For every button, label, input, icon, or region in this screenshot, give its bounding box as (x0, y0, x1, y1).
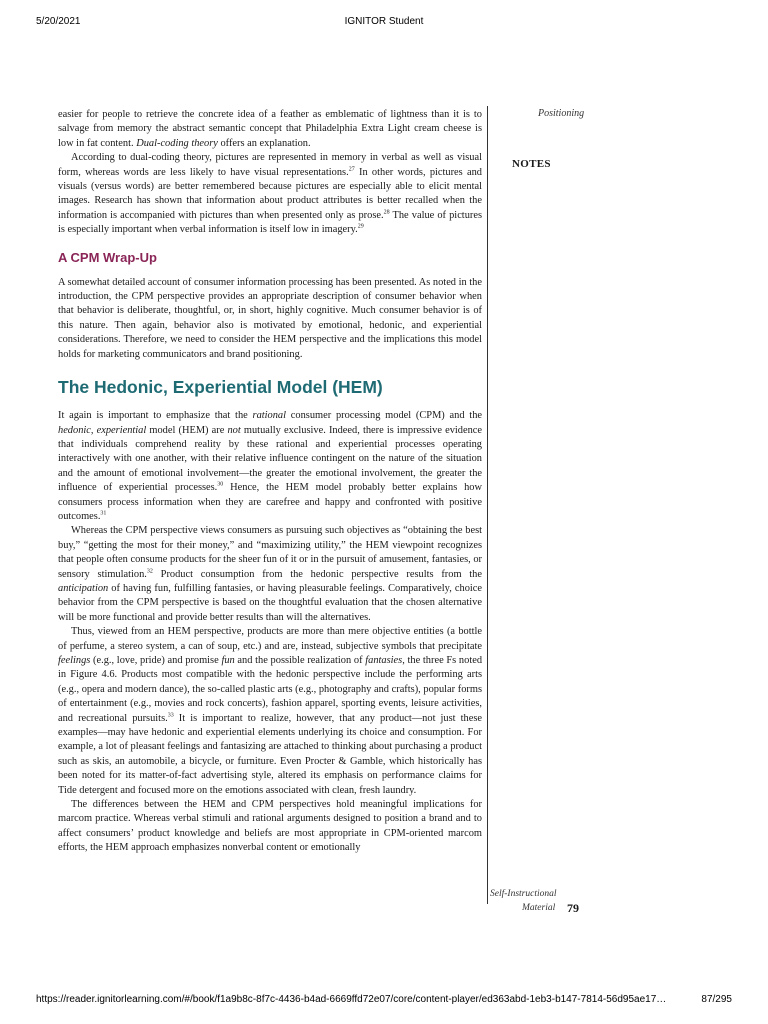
footnote-ref: 29 (357, 223, 364, 230)
term-dual-coding: Dual-coding theory (136, 137, 218, 149)
heading-cpm-wrap-up: A CPM Wrap-Up (58, 249, 157, 265)
paragraph-differences: The differences between the HEM and CPM perspectives hold meaningful implications for marcom practice. Whereas verbal stimuli and rational arguments designed to position a brand and to affect consumers’ product knowledge and beliefs are most appropriate in CPM-oriented marcom efforts, the HEM approach emphasizes nonverbal content or emotionally (58, 799, 482, 854)
print-title: IGNITOR Student (344, 16, 424, 27)
paragraph-feather: easier for people to retrieve the concrete idea of a feather as emblematic of lightness than it is to salvage from memory the abstract semantic concept that Philadelphia Extra Light cream cheese is low in fat content. Dual-coding theory offers an explanation. (58, 109, 482, 149)
footer-line-1: Self-Instructional (490, 889, 557, 899)
margin-divider (487, 106, 488, 904)
footnote-ref: 27 (348, 166, 355, 173)
footnote-ref: 30 (217, 481, 224, 488)
paragraph-dual-coding: According to dual-coding theory, pictures are represented in memory in verbal as well as visual form, whereas words are less likely to have visual representations.$^{27}$ In other words, pictures and visuals (versus words) are better remembered because pictures are especially able to elicit mental images. Research has shown that information about product attributes is better recalled when the information is accompanied with pictures than when presented only as prose.$^{28}$ The value of pictures is especially important when verbal information is itself low in imagery.$^{29}$ (58, 152, 483, 236)
footnote-ref: 28 (383, 209, 390, 216)
page-body (58, 108, 482, 856)
page-number: 79 (567, 901, 579, 915)
footnote-ref: 31 (100, 510, 107, 517)
paragraph-three-fs: Thus, viewed from an HEM perspective, products are more than mere objective entities (a bottle of perfume, a stereo system, a can of soup, etc.) and are, instead, subjective symbols that precipitate feelings (e.g., love, pride) and promise fun and the possible realization of fantasies, the three Fs noted in Figure 4.6. Products most compatible with the hedonic perspective include the performing arts (e.g., opera and modern dance), the so-called plastic arts (e.g., photography and crafts), popular forms of entertainment (e.g., movies and rock concerts), fashion apparel, sporting events, leisure activities, and recreational pursuits.$^{33}$ It is important to realize, however, that any product—not just these examples—may have hedonic and experiential elements underlying its choice and consumption. For example, a lot of pleasant feelings and fantasizing are attached to thinking about purchasing a product such as skis, an automobile, a bicycle, or furniture. Even Procter & Gamble, which historically has been noted for its matter-of-fact advertising style, altered its emphasis on performance claims for Tide detergent and focused more on the emotions associated with clean, fresh laundry. (58, 626, 483, 796)
paragraph-cpm-wrap-up: A somewhat detailed account of consumer information processing has been presented. As noted in the introduction, the CPM perspective provides an appropriate description of consumer behavior when that behavior is deliberate, thoughtful, or, in short, highly cognitive. Much consumer behavior is of this nature. Then again, behavior also is motivated by emotional, hedonic, and experiential considerations. Therefore, we need to consider the HEM perspective and the implications this model holds for marketing communicators and brand positioning. (58, 276, 482, 360)
running-head: Positioning (538, 108, 585, 119)
print-url: https://reader.ignitorlearning.com/#/book/f1a9b8c-8f7c-4436-b4ad-6669ffd72e07/core/content-player/ed363abd-1eb3-b147-7814-56d95ae17… (36, 994, 667, 1005)
paragraph-cpm-vs-hem: Whereas the CPM perspective views consumers as pursuing such objectives as “obtaining the best buy,” “getting the most for their money,” and “maximizing utility,” the HEM viewpoint recognizes that people often consume products for the sheer fun of it or in the pursuit of amusement, fantasies, or sensory stimulation.$^{32}$ Product consumption from the hedonic perspective results from the anticipation of having fun, fulfilling fantasies, or having pleasurable feelings. Comparatively, choice behavior from the CPM perspective is based on the thoughtful evaluation that the chosen alternative will be more functional and provide better results than will the alternatives. (58, 525, 482, 623)
browser-print-footer (0, 994, 768, 1010)
paragraph-hem-intro: It again is important to emphasize that the rational consumer processing model (CPM) and the hedonic, experiential model (HEM) are not mutually exclusive. Indeed, there is impressive evidence that individuals comprehend reality by these rational and experiential processes operating interactively with one another, with their relative influence contingent on the nature of the situation and the amount of emotional involvement—the greater the emotional involvement, the greater the influence of experiential processes.$^{30}$ Hence, the HEM model probably better explains how consumers process information when they are carefree and happy and confronted with positive outcomes.$^{31}$ (58, 410, 483, 522)
print-page-count: 87/295 (701, 994, 732, 1005)
footnote-ref: 33 (167, 712, 174, 719)
print-date: 5/20/2021 (36, 16, 81, 27)
notes-label: NOTES (512, 158, 551, 170)
footnote-ref: 32 (146, 568, 153, 575)
footer-line-2: Material (522, 903, 556, 913)
heading-hem: The Hedonic, Experiential Model (HEM) (58, 377, 383, 398)
browser-print-header (0, 16, 768, 32)
